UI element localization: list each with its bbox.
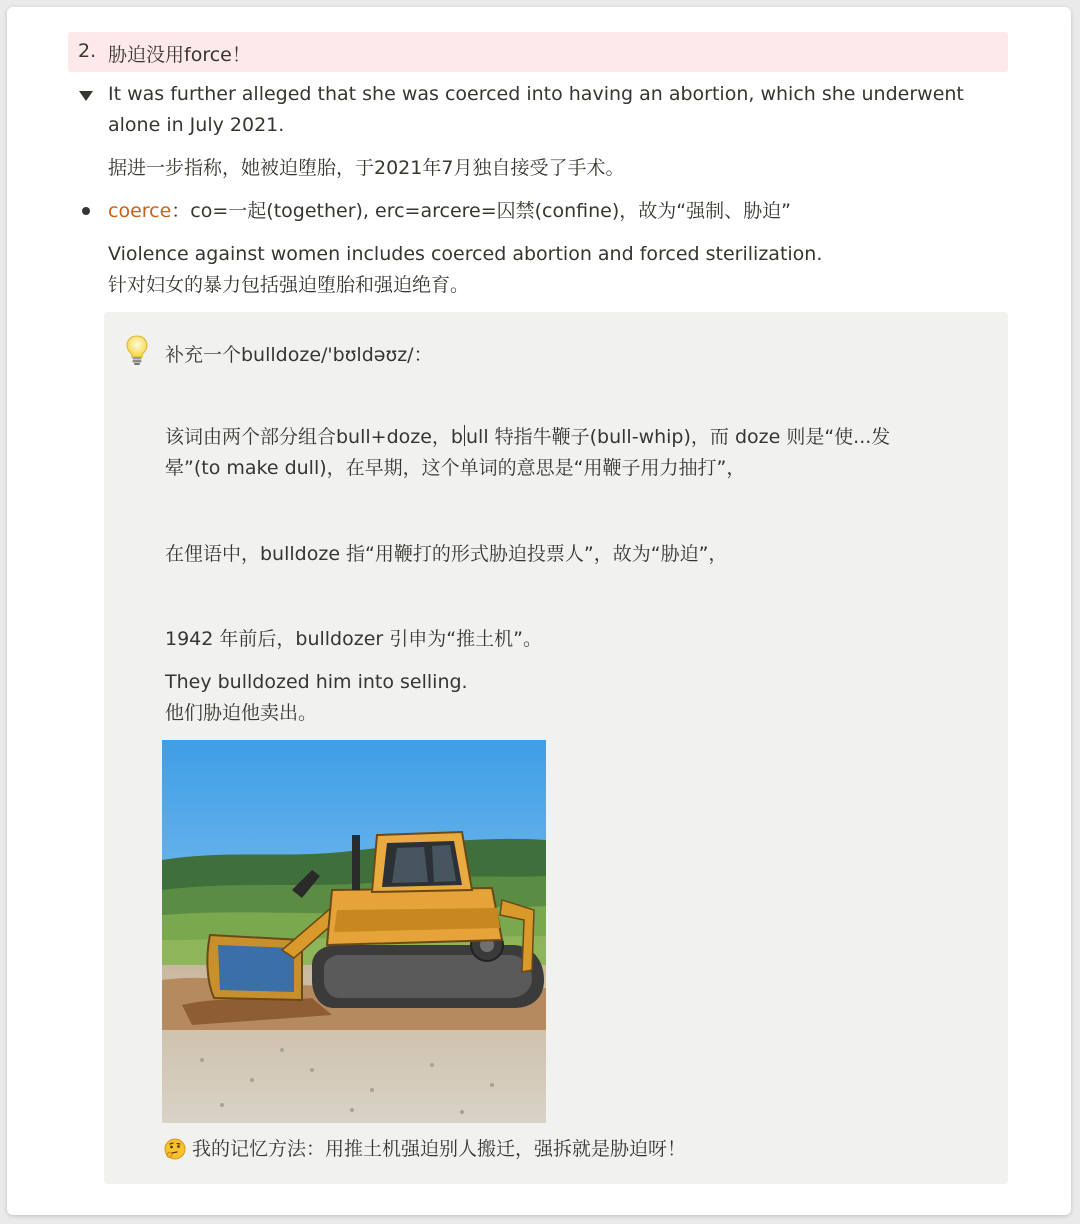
bulldozer-illustration (162, 740, 546, 1123)
memory-tip-text: 我的记忆方法：用推土机强迫别人搬迁，强拆就是胁迫呀！ (192, 1138, 687, 1160)
bullet-example (108, 239, 822, 301)
toggle-sentence-en-line2: alone in July 2021. (108, 114, 285, 136)
callout-example-zh: 他们胁迫他卖出。 (165, 702, 318, 724)
callout-block[interactable] (104, 312, 1008, 1184)
toggle-sentence-zh: 据进一步指称，她被迫堕胎，于2021年7月独自接受了手术。 (108, 157, 625, 179)
vocab-word: coerce (108, 200, 172, 222)
light-bulb-icon (124, 334, 150, 366)
callout-example (165, 667, 468, 729)
toggle-triangle-icon[interactable] (77, 87, 95, 105)
text-cursor (464, 425, 465, 446)
list-item-title: 胁迫没用force！ (108, 44, 251, 66)
notion-page (7, 7, 1071, 1215)
bullet-line (108, 196, 791, 227)
numbered-list-item[interactable] (68, 32, 1008, 72)
toggle-sentence-en-line1: It was further alleged that she was coerced into having an abortion, which she underwent (108, 83, 964, 105)
example-en: Violence against women includes coerced abortion and forced sterilization. (108, 243, 823, 265)
bullet-dot (82, 207, 90, 215)
callout-paragraph-3: 1942 年前后，bulldozer 引申为“推土机”。 (165, 628, 542, 650)
list-number: 2. (78, 40, 97, 62)
toggle-sentence-en (108, 79, 964, 141)
callout-paragraph-2: 在俚语中，bulldoze 指“用鞭打的形式胁迫投票人”，故为“胁迫”， (165, 543, 728, 565)
paragraph-1-line1-start: 该词由两个部分组合bull+doze，b (165, 426, 463, 448)
paragraph-1-line2: 晕”(to make dull)，在早期，这个单词的意思是“用鞭子用力抽打”， (165, 457, 746, 479)
callout-heading: 补充一个bulldoze/'bʊldəʊz/： (165, 344, 433, 366)
paragraph-1-line1 (165, 422, 890, 453)
paragraph-1-line1-end: ull 特指牛鞭子(bull-whip)，而 doze 则是“使...发 (466, 426, 891, 448)
bulldozer-image[interactable] (162, 740, 546, 1123)
callout-paragraph-1[interactable] (165, 422, 890, 484)
example-zh: 针对妇女的暴力包括强迫堕胎和强迫绝育。 (108, 274, 470, 296)
etymology-text: ：co=一起(together), erc=arcere=囚禁(confine)，故为“强制、胁迫” (171, 200, 791, 222)
callout-example-en: They bulldozed him into selling. (165, 671, 468, 693)
thinking-face-icon (164, 1138, 186, 1160)
